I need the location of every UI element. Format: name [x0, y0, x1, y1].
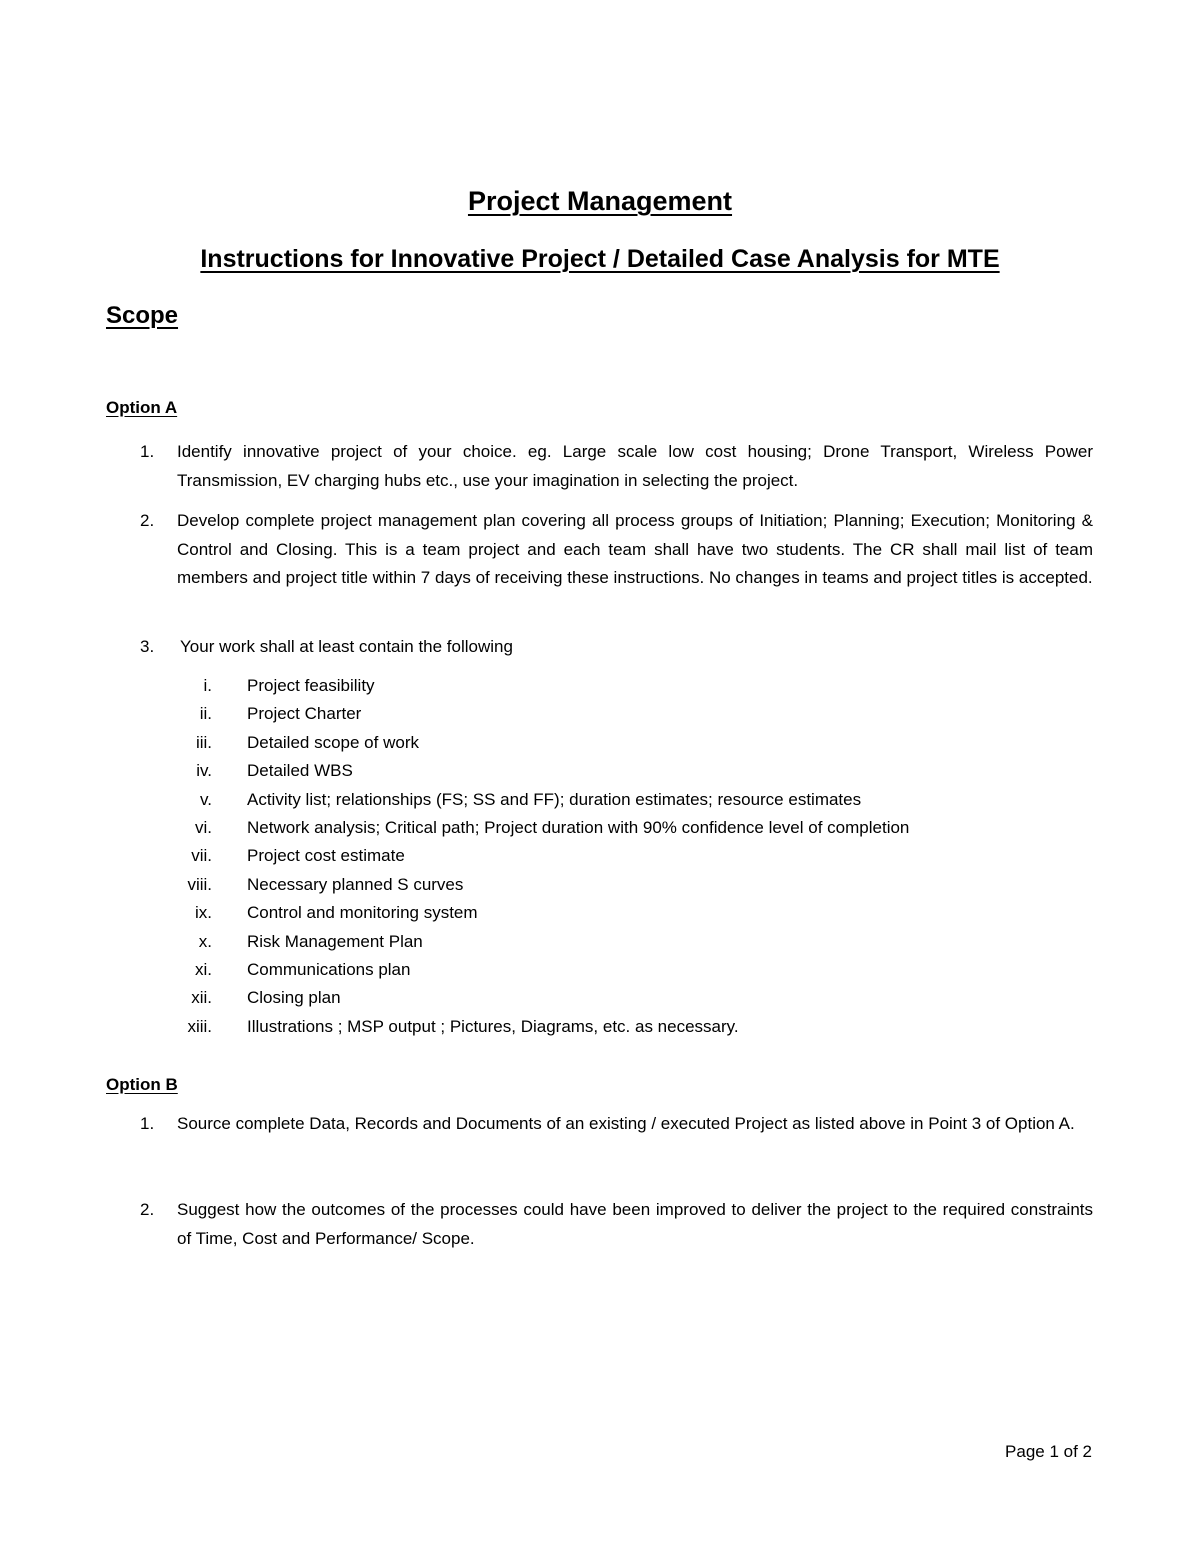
list-item — [160, 700, 1060, 728]
option-a-item-3 — [140, 633, 1093, 662]
document-title: Project Management — [467, 186, 733, 216]
list-numeral: vii. — [191, 846, 212, 866]
list-text: Closing plan — [247, 988, 341, 1008]
list-numeral: ix. — [195, 903, 212, 923]
list-text: Risk Management Plan — [247, 931, 423, 951]
item-number: 1. — [140, 442, 155, 461]
list-text: Project Charter — [247, 704, 362, 724]
list-numeral: vi. — [195, 817, 212, 837]
item-text: Source complete Data, Records and Documents of an existing / executed Project as listed above in Point 3 of Option A. — [177, 1114, 1075, 1133]
list-item — [160, 956, 1060, 984]
list-numeral: xi. — [195, 959, 212, 979]
option-b-item-1 — [140, 1110, 1093, 1139]
list-numeral: v. — [200, 789, 212, 809]
list-text: Communications plan — [247, 959, 411, 979]
contents-list — [160, 672, 1060, 1041]
item-number: 1. — [140, 1114, 155, 1133]
list-text: Project cost estimate — [247, 846, 405, 866]
list-item — [160, 786, 1060, 814]
list-numeral: i. — [203, 676, 212, 695]
list-numeral: xiii. — [187, 1016, 212, 1036]
item-text: Your work shall at least contain the following — [180, 637, 513, 656]
list-text: Network analysis; Critical path; Project duration with 90% confidence level of completion — [247, 817, 910, 837]
option-b-item-2 — [140, 1196, 1093, 1253]
list-text: Detailed scope of work — [247, 732, 419, 752]
option-a-heading: Option A — [106, 398, 178, 417]
list-text: Project feasibility — [247, 676, 375, 695]
list-numeral: viii. — [187, 874, 212, 894]
list-item — [160, 757, 1060, 785]
list-item — [160, 928, 1060, 956]
item-number: 3. — [140, 637, 155, 656]
list-item — [160, 899, 1060, 927]
list-numeral: iv. — [196, 761, 212, 781]
list-item — [160, 1013, 1060, 1041]
item-text: Develop complete project management plan covering all process groups of Initiation; Planning; Execution; Monitoring & Control and Closing. This is a team project and each team shall have two students. The CR shall mail list of team members and project title within 7 days of receiving these instructions. No changes in teams and project titles is accepted. — [177, 511, 1093, 587]
list-numeral: ii. — [199, 704, 212, 724]
list-text: Detailed WBS — [247, 761, 353, 781]
list-item — [160, 842, 1060, 870]
list-numeral: x. — [198, 931, 212, 951]
scope-heading: Scope — [106, 302, 179, 329]
item-text: Suggest how the outcomes of the processes could have been improved to deliver the project to the required constraints of Time, Cost and Performance/ Scope. — [177, 1200, 1093, 1248]
list-item — [160, 729, 1060, 757]
list-item — [160, 672, 1060, 700]
list-text: Control and monitoring system — [247, 903, 478, 923]
list-item — [160, 871, 1060, 899]
option-a-item-1 — [140, 438, 1093, 495]
page-number: Page 1 of 2 — [1005, 1442, 1092, 1461]
list-text: Illustrations ; MSP output ; Pictures, Diagrams, etc. as necessary. — [247, 1016, 739, 1036]
list-item — [160, 984, 1060, 1012]
option-b-heading: Option B — [106, 1075, 178, 1094]
list-text: Necessary planned S curves — [247, 874, 464, 894]
list-numeral: xii. — [191, 988, 212, 1008]
list-item — [160, 814, 1060, 842]
list-numeral: iii. — [195, 732, 212, 752]
list-text: Activity list; relationships (FS; SS and FF); duration estimates; resource estimates — [247, 789, 862, 809]
item-number: 2. — [140, 511, 155, 530]
item-number: 2. — [140, 1200, 155, 1219]
option-a-item-2 — [140, 507, 1093, 593]
item-text: Identify innovative project of your choice. eg. Large scale low cost housing; Drone Transport, Wireless Power Transmission, EV charging hubs etc., use your imagination in selecting the project. — [177, 442, 1093, 490]
document-subtitle: Instructions for Innovative Project / Detailed Case Analysis for MTE — [200, 245, 1000, 273]
